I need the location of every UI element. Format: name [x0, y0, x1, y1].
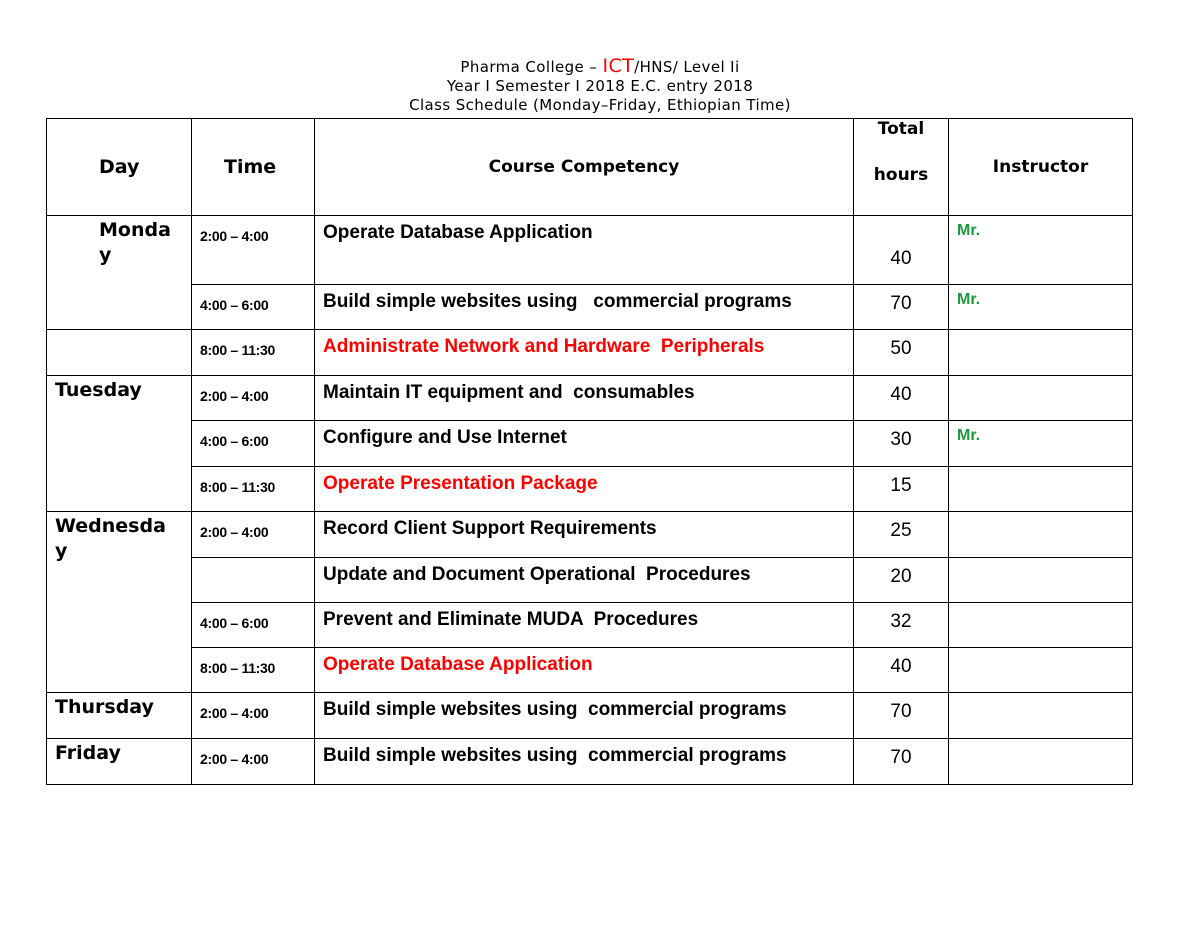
day-friday: Friday: [47, 739, 192, 785]
instructor-cell: [949, 739, 1133, 785]
course-cell: Operate Database Application: [315, 648, 854, 693]
course-cell: Maintain IT equipment and consumables: [315, 376, 854, 421]
hours-cell: 50: [854, 330, 949, 376]
instructor-cell: [949, 603, 1133, 648]
ict-label: ICT: [602, 55, 635, 77]
hours-cell: 70: [854, 285, 949, 330]
hours-cell: 15: [854, 467, 949, 512]
time-cell: 4:00 – 6:00: [192, 285, 315, 330]
hours-header-line-1: Total: [877, 119, 925, 139]
instructor-cell: Mr.: [949, 421, 1133, 467]
instructor-cell: [949, 693, 1133, 739]
table-row: [47, 467, 1133, 512]
course-cell: Build simple websites using commercial programs: [315, 739, 854, 785]
college-name: Pharma College –: [460, 58, 603, 76]
course-cell: Update and Document Operational Procedures: [315, 558, 854, 603]
program-level: /HNS/ Level Ii: [634, 58, 740, 76]
course-cell: Configure and Use Internet: [315, 421, 854, 467]
instructor-column-header: Instructor: [949, 119, 1133, 216]
course-cell: Record Client Support Requirements: [315, 512, 854, 558]
time-cell: 8:00 – 11:30: [192, 330, 315, 376]
table-row: [47, 739, 1133, 785]
course-cell: Operate Presentation Package: [315, 467, 854, 512]
hours-column-header: [854, 119, 949, 216]
time-cell: 2:00 – 4:00: [192, 739, 315, 785]
time-cell: 8:00 – 11:30: [192, 467, 315, 512]
instructor-cell: [949, 512, 1133, 558]
empty-day-cell: [47, 330, 192, 376]
table-row: [47, 285, 1133, 330]
table-row: [47, 376, 1133, 421]
instructor-cell: Mr.: [949, 285, 1133, 330]
hours-cell: 70: [854, 693, 949, 739]
table-row: [47, 603, 1133, 648]
hours-cell: 70: [854, 739, 949, 785]
time-cell: 2:00 – 4:00: [192, 376, 315, 421]
instructor-cell: Mr.: [949, 216, 1133, 285]
hours-cell: 32: [854, 603, 949, 648]
table-header-row: [47, 119, 1133, 216]
day-thursday: Thursday: [47, 693, 192, 739]
header-line-2: Year I Semester I 2018 E.C. entry 2018: [446, 77, 754, 95]
hours-cell: 40: [854, 648, 949, 693]
time-cell: 8:00 – 11:30: [192, 648, 315, 693]
hours-cell: 20: [854, 558, 949, 603]
header-line-1: [0, 57, 1200, 77]
time-cell: 4:00 – 6:00: [192, 603, 315, 648]
time-column-header: Time: [192, 119, 315, 216]
hours-cell: 30: [854, 421, 949, 467]
course-cell: Administrate Network and Hardware Peripherals: [315, 330, 854, 376]
time-cell: 2:00 – 4:00: [192, 512, 315, 558]
course-cell: Prevent and Eliminate MUDA Procedures: [315, 603, 854, 648]
course-cell: Operate Database Application: [315, 216, 854, 285]
time-cell: 4:00 – 6:00: [192, 421, 315, 467]
time-cell: [192, 558, 315, 603]
instructor-cell: [949, 376, 1133, 421]
instructor-cell: [949, 467, 1133, 512]
hours-header-line-2: hours: [873, 165, 929, 185]
schedule-table: [46, 118, 1133, 785]
day-wednesday: Wednesda y: [47, 512, 192, 693]
header-line-3: Class Schedule (Monday–Friday, Ethiopian Time): [409, 96, 791, 114]
day-monday: Monda y: [47, 216, 192, 330]
instructor-cell: [949, 330, 1133, 376]
hours-cell: 40: [854, 376, 949, 421]
day-tuesday: Tuesday: [47, 376, 192, 512]
course-cell: Build simple websites using commercial programs: [315, 693, 854, 739]
table-row: [47, 512, 1133, 558]
hours-cell: 25: [854, 512, 949, 558]
document-header: [0, 57, 1200, 115]
table-row: [47, 216, 1133, 285]
hours-cell: 40: [854, 216, 949, 285]
table-row: [47, 558, 1133, 603]
course-column-header: Course Competency: [315, 119, 854, 216]
instructor-cell: [949, 648, 1133, 693]
table-row: [47, 421, 1133, 467]
table-row: [47, 648, 1133, 693]
course-cell: Build simple websites using commercial programs: [315, 285, 854, 330]
time-cell: 2:00 – 4:00: [192, 693, 315, 739]
table-row: [47, 330, 1133, 376]
day-column-header: Day: [47, 119, 192, 216]
table-row: [47, 693, 1133, 739]
time-cell: 2:00 – 4:00: [192, 216, 315, 285]
instructor-cell: [949, 558, 1133, 603]
